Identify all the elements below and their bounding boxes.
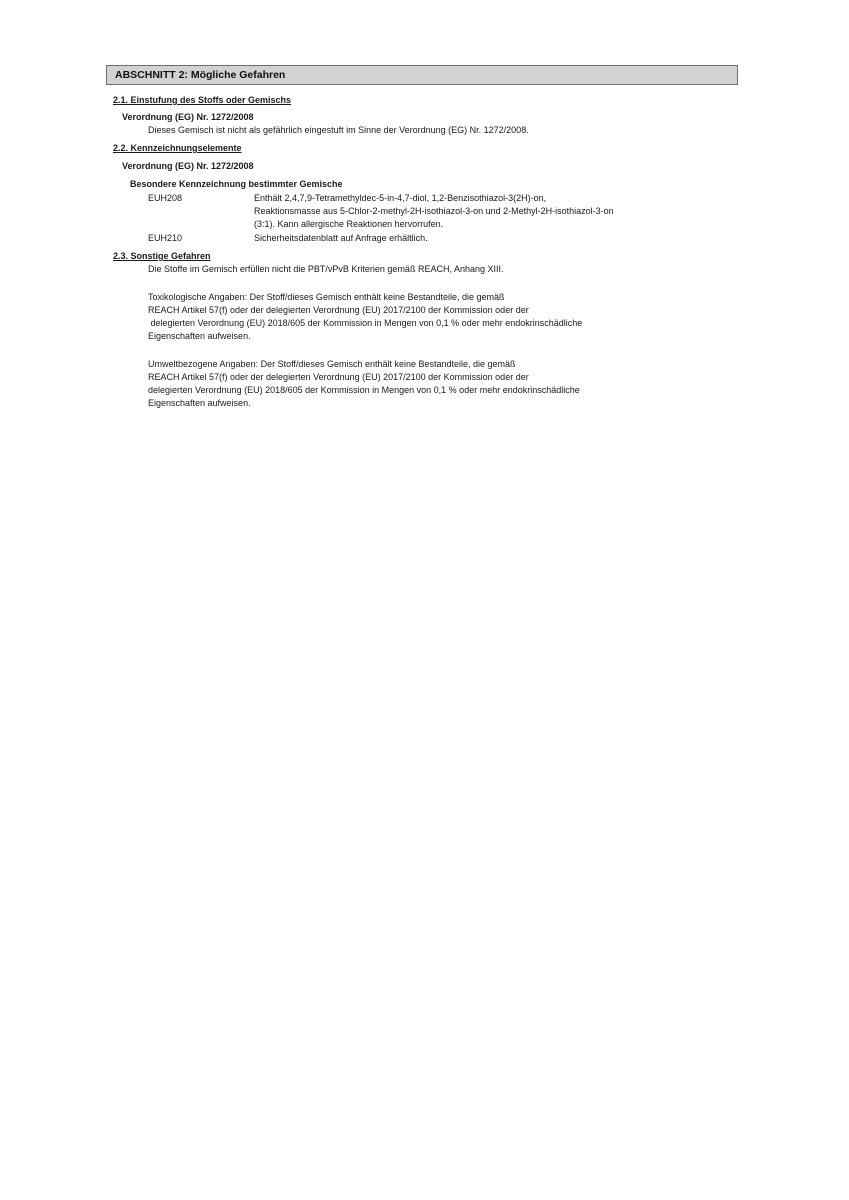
pbt-text: Die Stoffe im Gemisch erfüllen nicht die PBT/vPvB Kriterien gemäß REACH, Anhang XIII. xyxy=(148,264,504,274)
special-labelling-heading: Besondere Kennzeichnung bestimmter Gemische xyxy=(130,179,343,189)
subsection-heading-2-2: 2.2. Kennzeichnungselemente xyxy=(113,143,242,153)
env-text-line: Umweltbezogene Angaben: Der Stoff/dieses Gemisch enthält keine Bestandteile, die gemäß xyxy=(148,359,516,369)
regulation-label-2-2: Verordnung (EG) Nr. 1272/2008 xyxy=(122,161,254,171)
section-title: ABSCHNITT 2: Mögliche Gefahren xyxy=(115,69,286,81)
hazard-code-euh208: EUH208 xyxy=(148,193,183,203)
tox-text-line: Eigenschaften aufweisen. xyxy=(148,331,251,341)
subsection-heading-2-3: 2.3. Sonstige Gefahren xyxy=(113,251,211,261)
euh208-text-line: (3:1). Kann allergische Reaktionen hervorrufen. xyxy=(254,219,444,229)
regulation-label-2-1: Verordnung (EG) Nr. 1272/2008 xyxy=(122,112,254,122)
env-text-line: delegierten Verordnung (EU) 2018/605 der Kommission in Mengen von 0,1 % oder mehr endokrinschädliche xyxy=(148,385,580,395)
tox-text-line: delegierten Verordnung (EU) 2018/605 der Kommission in Mengen von 0,1 % oder mehr endokrinschädliche xyxy=(148,318,583,328)
euh208-text-line: Enthält 2,4,7,9-Tetramethyldec-5-in-4,7-diol, 1,2-Benzisothiazol-3(2H)-on, xyxy=(254,193,547,203)
hazard-code-euh210: EUH210 xyxy=(148,233,183,243)
euh210-text-line: Sicherheitsdatenblatt auf Anfrage erhältlich. xyxy=(254,233,428,243)
tox-text-line: REACH Artikel 57(f) oder der delegierten Verordnung (EU) 2017/2100 der Kommission oder der xyxy=(148,305,529,315)
euh208-text-line: Reaktionsmasse aus 5-Chlor-2-methyl-2H-isothiazol-3-on und 2-Methyl-2H-isothiazol-3-on xyxy=(254,206,614,216)
tox-text-line: Toxikologische Angaben: Der Stoff/dieses Gemisch enthält keine Bestandteile, die gemäß xyxy=(148,292,505,302)
classification-text: Dieses Gemisch ist nicht als gefährlich eingestuft im Sinne der Verordnung (EG) Nr. 1272/2008. xyxy=(148,125,529,135)
env-text-line: REACH Artikel 57(f) oder der delegierten Verordnung (EU) 2017/2100 der Kommission oder der xyxy=(148,372,529,382)
section-header-bar xyxy=(106,65,738,85)
subsection-heading-2-1: 2.1. Einstufung des Stoffs oder Gemischs xyxy=(113,95,292,105)
env-text-line: Eigenschaften aufweisen. xyxy=(148,398,251,408)
